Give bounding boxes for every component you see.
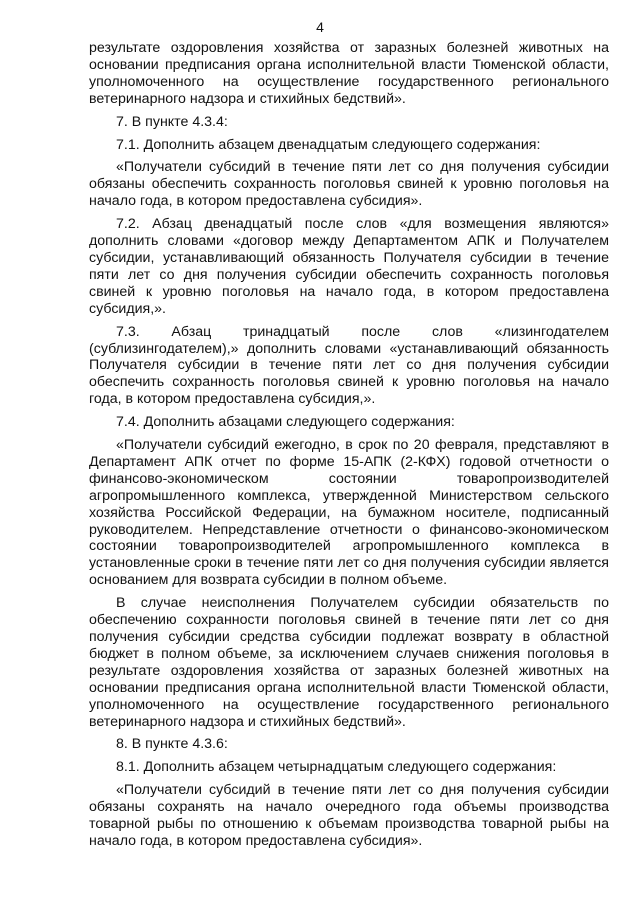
paragraph-quote-7-1: «Получатели субсидий в течение пяти лет со дня получения субсидии обязаны обеспечить сохранность поголовья свиней к уровню поголовья на начало года, в котором предоставлена субсидия». [89, 159, 609, 210]
paragraph-continuation: результате оздоровления хозяйства от заразных болезней животных на основании предписания органа исполнительной власти Тюменской области, уполномоченного на осуществление государственного регионального ветеринарного надзора и стихийных бедствий». [89, 40, 609, 107]
paragraph-quote-7-4-b: В случае неисполнения Получателем субсидии обязательств по обеспечению сохранности поголовья свиней в течение пяти лет со дня получения субсидии средства субсидии подлежат возврату в областной бюджет в полном объеме, за исключением случаев снижения поголовья в результате оздоровления хозяйства от заразных болезней животных на основании предписания органа исполнительной власти Тюменской области, уполномоченного на осуществление государственного регионального ветеринарного надзора и стихийных бедствий». [89, 595, 609, 730]
paragraph-item-8-1: 8.1. Дополнить абзацем четырнадцатым следующего содержания: [116, 759, 557, 776]
paragraph-item-7-1: 7.1. Дополнить абзацем двенадцатым следующего содержания: [116, 136, 541, 153]
paragraph-item-7-heading: 7. В пункте 4.3.4: [116, 113, 228, 130]
page-number: 4 [316, 19, 324, 35]
paragraph-item-7-4: 7.4. Дополнить абзацами следующего содержания: [116, 414, 455, 431]
paragraph-item-8-heading: 8. В пункте 4.3.6: [116, 736, 228, 753]
paragraph-quote-7-4-a: «Получатели субсидий ежегодно, в срок по 20 февраля, представляют в Департамент АПК отчет по форме 15-АПК (2-КФХ) годовой отчетности о финансово-экономическом состоянии товаропроизводителей агропромышленного комплекса, утвержденной Министерством сельского хозяйства Российской Федерации, на бумажном носителе, подписанный руководителем. Непредставление отчетности о финансово-экономическом состоянии товаропроизводителей агропромышленного комплекса в установленные сроки в течение пяти лет со дня получения субсидии является основанием для возврата субсидии в полном объеме. [89, 437, 609, 589]
paragraph-quote-8-1: «Получатели субсидий в течение пяти лет со дня получения субсидии обязаны сохранять на начало очередного года объемы производства товарной рыбы по отношению к объемам производства товарной рыбы на начало года, в котором предоставлена субсидия». [89, 782, 609, 849]
document-body [89, 40, 609, 856]
paragraph-item-7-3: 7.3. Абзац тринадцатый после слов «лизингодателем (сублизингодателем),» дополнить словами «устанавливающий обязанность Получателя субсидии в течение пяти лет со дня получения субсидии обеспечить сохранность поголовья свиней к уровню поголовья на начало года, в котором предоставлена субсидия,». [89, 323, 609, 408]
paragraph-item-7-2: 7.2. Абзац двенадцатый после слов «для возмещения являются» дополнить словами «договор между Департаментом АПК и Получателем субсидии, устанавливающий обязанность Получателя субсидии в течение пяти лет со дня получения субсидии обеспечить сохранность поголовья свиней к уровню поголовья на начало года, в котором предоставлена субсидия,». [89, 216, 609, 317]
